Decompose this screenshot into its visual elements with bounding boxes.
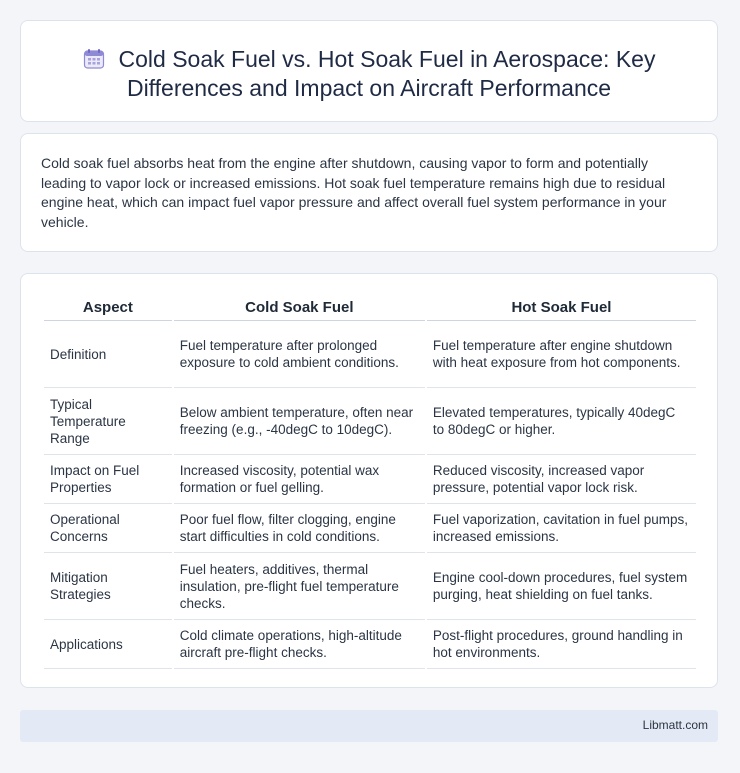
- cell-aspect: Impact on Fuel Properties: [44, 455, 172, 504]
- table-row: [44, 620, 696, 669]
- cell-hot: Elevated temperatures, typically 40degC to 80degC or higher.: [427, 388, 696, 455]
- intro-card: [20, 133, 718, 252]
- table-row: [44, 455, 696, 504]
- table-row: [44, 388, 696, 455]
- comparison-table: [42, 296, 698, 669]
- cell-hot: Post-flight procedures, ground handling in hot environments.: [427, 620, 696, 669]
- table-row: [44, 321, 696, 388]
- table-row: [44, 504, 696, 553]
- footer-brand-link[interactable]: Libmatt.com: [642, 718, 708, 732]
- header-aspect: Aspect: [44, 296, 172, 321]
- cell-cold: Fuel temperature after prolonged exposure to cold ambient conditions.: [174, 321, 425, 388]
- cell-aspect: Operational Concerns: [44, 504, 172, 553]
- cell-cold: Poor fuel flow, filter clogging, engine start difficulties in cold conditions.: [174, 504, 425, 553]
- header-cold-soak: Cold Soak Fuel: [174, 296, 425, 321]
- cell-cold: Fuel heaters, additives, thermal insulation, pre-flight fuel temperature checks.: [174, 553, 425, 620]
- cell-aspect: Applications: [44, 620, 172, 669]
- page-title-wrap: [21, 45, 717, 103]
- table-row: [44, 553, 696, 620]
- cell-cold: Increased viscosity, potential wax formation or fuel gelling.: [174, 455, 425, 504]
- header-hot-soak: Hot Soak Fuel: [427, 296, 696, 321]
- cell-aspect: Typical Temperature Range: [44, 388, 172, 455]
- calendar-icon: [83, 48, 105, 70]
- comparison-card: [20, 273, 718, 688]
- cell-hot: Fuel temperature after engine shutdown with heat exposure from hot components.: [427, 321, 696, 388]
- page-title: Cold Soak Fuel vs. Hot Soak Fuel in Aerospace: Key Differences and Impact on Aircraft Performance: [118, 46, 656, 101]
- intro-text: Cold soak fuel absorbs heat from the engine after shutdown, causing vapor to form and potentially leading to vapor lock or increased emissions. Hot soak fuel temperature remains high due to residual engine heat, which can impact fuel vapor pressure and affect overall fuel system performance in your vehicle.: [41, 155, 667, 230]
- table-header-row: [44, 296, 696, 321]
- cell-cold: Cold climate operations, high-altitude aircraft pre-flight checks.: [174, 620, 425, 669]
- cell-hot: Reduced viscosity, increased vapor pressure, potential vapor lock risk.: [427, 455, 696, 504]
- cell-aspect: Definition: [44, 321, 172, 388]
- cell-hot: Engine cool-down procedures, fuel system purging, heat shielding on fuel tanks.: [427, 553, 696, 620]
- title-card: [20, 20, 718, 122]
- cell-cold: Below ambient temperature, often near freezing (e.g., -40degC to 10degC).: [174, 388, 425, 455]
- footer-bar: [20, 710, 718, 742]
- cell-hot: Fuel vaporization, cavitation in fuel pumps, increased emissions.: [427, 504, 696, 553]
- cell-aspect: Mitigation Strategies: [44, 553, 172, 620]
